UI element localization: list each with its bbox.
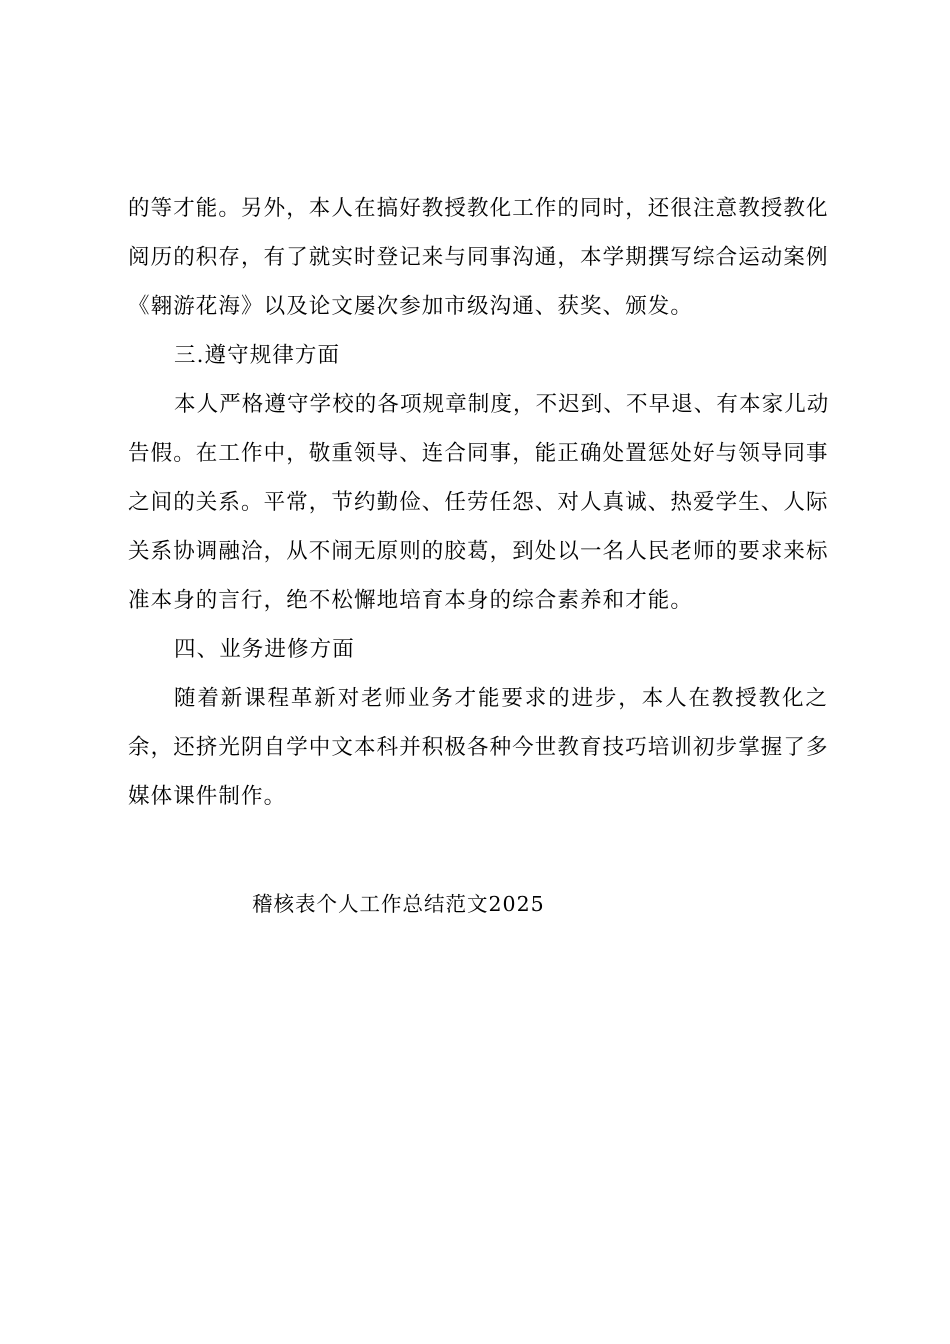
section-heading: 三.遵守规律方面 xyxy=(174,343,341,368)
paragraph-line: 随着新课程革新对老师业务才能要求的进步，本人在教授教化之 xyxy=(174,686,828,711)
paragraph-line: 告假。在工作中，敬重领导、连合同事，能正确处置惩处好与领导同事 xyxy=(128,441,829,466)
paragraph-line: 阅历的积存，有了就实时登记来与同事沟通，本学期撰写综合运动案例 xyxy=(128,245,829,270)
document-body xyxy=(128,184,828,821)
paragraph-line: 准本身的言行，绝不松懈地培育本身的综合素养和才能。 xyxy=(128,588,694,613)
document-footer-title: 稽核表个人工作总结范文2025 xyxy=(252,892,545,916)
paragraph-line: 媒体课件制作。 xyxy=(128,784,287,809)
paragraph-line: 本人严格遵守学校的各项规章制度，不迟到、不早退、有本家儿动 xyxy=(174,392,830,417)
paragraph-line: 《翱游花海》以及论文屡次参加市级沟通、获奖、颁发。 xyxy=(128,294,694,319)
paragraph-line: 余，还挤光阴自学中文本科并积极各种今世教育技巧培训初步掌握了多 xyxy=(128,735,829,760)
paragraph-line: 的等才能。另外，本人在搞好教授教化工作的同时，还很注意教授教化 xyxy=(128,196,829,221)
section-heading: 四、业务进修方面 xyxy=(174,637,355,662)
paragraph-line: 关系协调融洽，从不闹无原则的胶葛，到处以一名人民老师的要求来标 xyxy=(128,539,829,564)
paragraph-line: 之间的关系。平常，节约勤俭、任劳任怨、对人真诚、热爱学生、人际 xyxy=(128,490,829,515)
